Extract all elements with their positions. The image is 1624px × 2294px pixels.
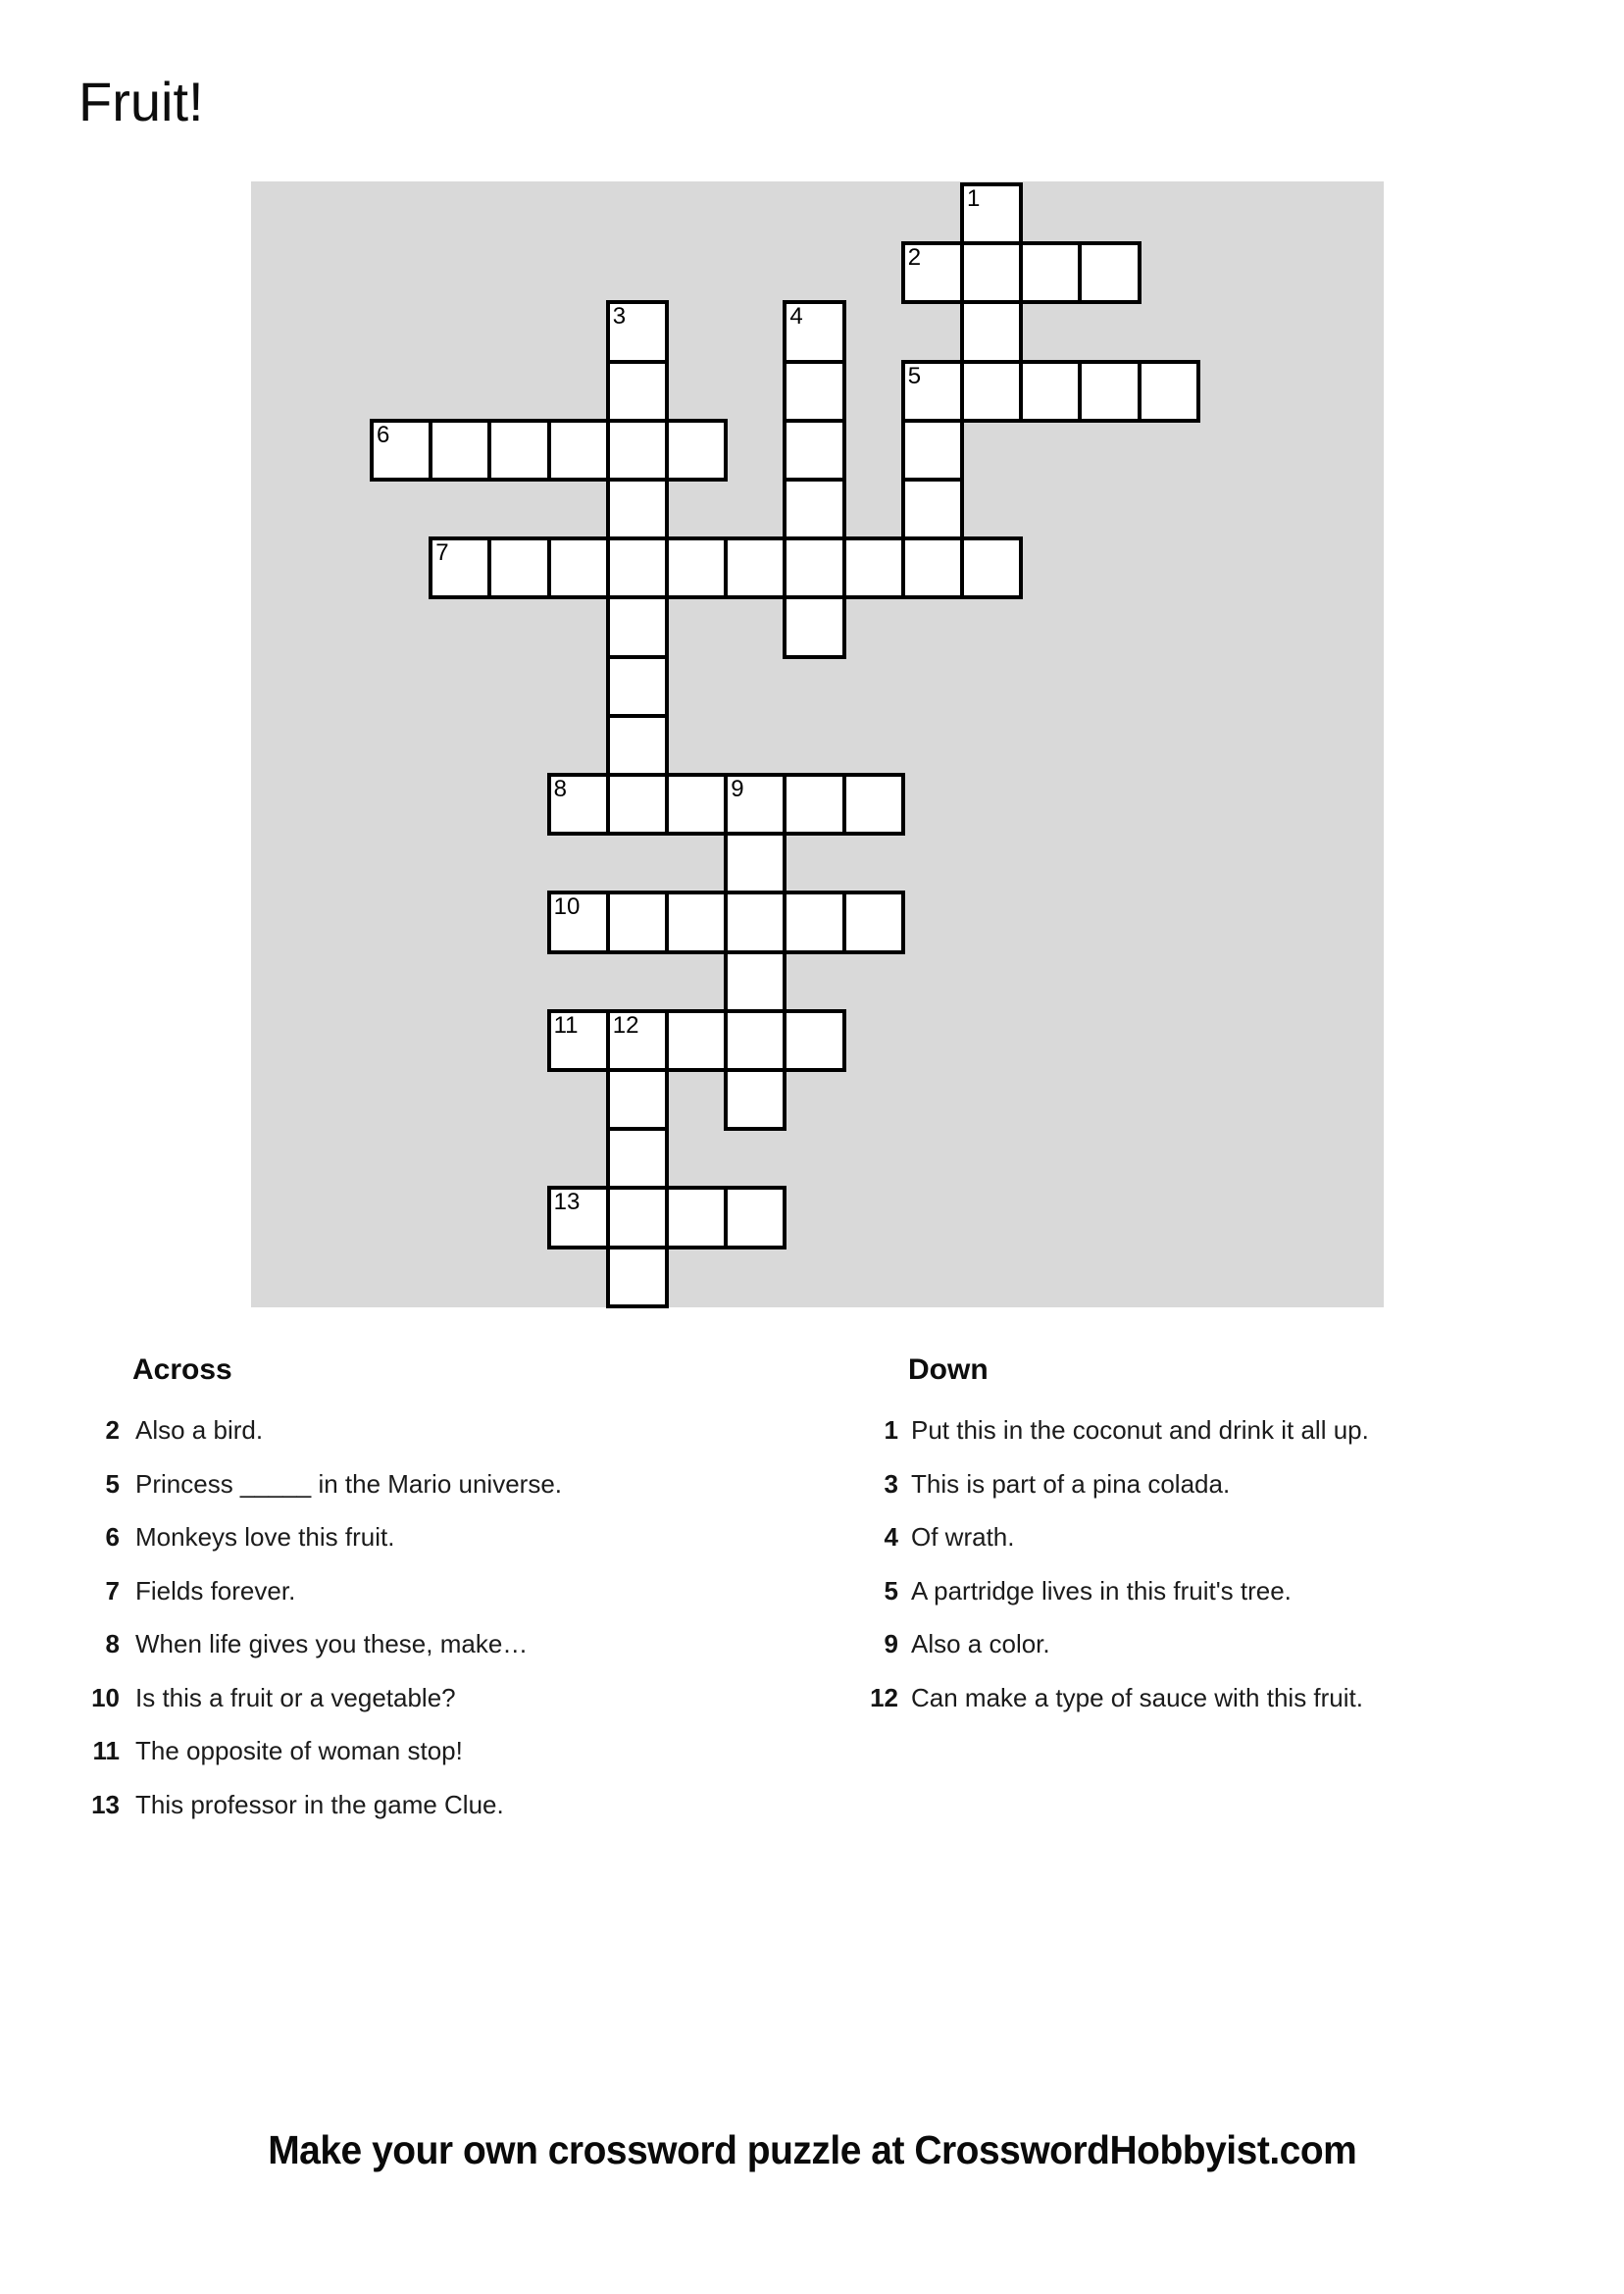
grid-cell[interactable] <box>901 360 964 423</box>
clue-number: 5 <box>105 1468 120 1499</box>
grid-cell[interactable] <box>842 773 905 836</box>
clue-number: 4 <box>884 1522 898 1552</box>
page-title: Fruit! <box>78 71 204 132</box>
grid-cell[interactable] <box>606 1186 669 1249</box>
clue-number: 2 <box>105 1415 120 1445</box>
grid-cell[interactable] <box>783 595 845 658</box>
grid-cell[interactable] <box>606 360 669 423</box>
grid-cell[interactable] <box>724 1009 787 1072</box>
grid-cell[interactable] <box>901 536 964 599</box>
clue-text: Also a color. <box>911 1629 1050 1658</box>
grid-cell[interactable] <box>1078 360 1141 423</box>
cell-number: 9 <box>731 776 744 802</box>
grid-cell[interactable] <box>547 773 610 836</box>
clue-number: 7 <box>105 1575 120 1606</box>
grid-cell[interactable] <box>547 1186 610 1249</box>
grid-cell[interactable] <box>547 536 610 599</box>
grid-cell[interactable] <box>960 182 1023 245</box>
clue-number: 12 <box>870 1682 898 1712</box>
grid-cell[interactable] <box>665 419 728 482</box>
grid-cell[interactable] <box>783 773 845 836</box>
grid-cell[interactable] <box>606 773 669 836</box>
clue-number: 1 <box>884 1415 898 1445</box>
cell-number: 13 <box>553 1189 581 1216</box>
clue-text: Monkeys love this fruit. <box>135 1522 395 1552</box>
grid-cell[interactable] <box>901 419 964 482</box>
grid-cell[interactable] <box>547 891 610 953</box>
grid-cell[interactable] <box>724 950 787 1013</box>
grid-cell[interactable] <box>783 891 845 953</box>
clue-item <box>69 1469 755 1523</box>
cell-number: 4 <box>789 303 803 331</box>
grid-cell[interactable] <box>724 1068 787 1131</box>
cell-number: 3 <box>612 303 627 331</box>
grid-cell[interactable] <box>724 773 787 836</box>
clue-item <box>69 1790 755 1844</box>
grid-cell[interactable] <box>960 536 1023 599</box>
grid-cell[interactable] <box>606 300 669 363</box>
clue-text: A partridge lives in this fruit's tree. <box>911 1575 1292 1606</box>
clue-text: Is this a fruit or a vegetable? <box>135 1682 456 1712</box>
clue-number: 9 <box>884 1629 898 1658</box>
grid-cell[interactable] <box>487 536 550 599</box>
grid-cell[interactable] <box>547 419 610 482</box>
cell-number: 8 <box>553 776 567 802</box>
clue-number: 5 <box>884 1575 898 1606</box>
clue-item <box>841 1522 1587 1576</box>
crossword-grid-panel <box>251 181 1384 1307</box>
grid-cell[interactable] <box>606 655 669 718</box>
clue-text: Can make a type of sauce with this fruit. <box>911 1682 1363 1712</box>
clue-item <box>69 1683 755 1737</box>
cell-number: 5 <box>907 362 922 389</box>
grid-cell[interactable] <box>606 536 669 599</box>
grid-cell[interactable] <box>1019 241 1082 304</box>
clue-number: 11 <box>92 1736 120 1765</box>
footer <box>0 2127 1624 2172</box>
clue-number: 3 <box>884 1468 898 1499</box>
clue-number: 10 <box>91 1682 120 1712</box>
grid-cell[interactable] <box>606 595 669 658</box>
cell-number: 7 <box>435 539 449 567</box>
grid-cell[interactable] <box>724 1186 787 1249</box>
down-clue-list <box>841 1415 1587 1736</box>
grid-cell[interactable] <box>606 478 669 540</box>
grid-cell[interactable] <box>429 536 491 599</box>
grid-cell[interactable] <box>665 1186 728 1249</box>
grid-cell[interactable] <box>606 1009 669 1072</box>
clue-text: This is part of a pina colada. <box>911 1468 1231 1499</box>
grid-cell[interactable] <box>960 241 1023 304</box>
grid-cell[interactable] <box>842 536 905 599</box>
grid-cell[interactable] <box>606 419 669 482</box>
grid-cell[interactable] <box>724 891 787 953</box>
clue-text: Of wrath. <box>911 1522 1015 1552</box>
grid-cell[interactable] <box>724 832 787 894</box>
cell-number: 10 <box>553 893 581 921</box>
grid-cell[interactable] <box>901 241 964 304</box>
grid-cell[interactable] <box>1019 360 1082 423</box>
clue-item <box>841 1683 1587 1737</box>
cell-number: 1 <box>967 185 981 212</box>
clue-number: 6 <box>105 1522 120 1552</box>
grid-cell[interactable] <box>487 419 550 482</box>
grid-cell[interactable] <box>783 1009 845 1072</box>
grid-cell[interactable] <box>724 536 787 599</box>
grid-cell[interactable] <box>901 478 964 540</box>
grid-cell[interactable] <box>370 419 432 482</box>
cell-number: 12 <box>612 1011 639 1039</box>
clue-item <box>69 1629 755 1683</box>
grid-cell[interactable] <box>665 536 728 599</box>
grid-cell[interactable] <box>547 1009 610 1072</box>
down-heading: Down <box>908 1353 989 1386</box>
clue-number: 13 <box>91 1789 120 1819</box>
cell-number: 2 <box>907 244 922 272</box>
clue-item <box>841 1576 1587 1630</box>
grid-cell[interactable] <box>960 360 1023 423</box>
grid-cell[interactable] <box>606 891 669 953</box>
grid-cell[interactable] <box>606 1127 669 1190</box>
grid-cell[interactable] <box>783 300 845 363</box>
grid-cell[interactable] <box>606 714 669 777</box>
clue-text: This professor in the game Clue. <box>135 1789 504 1819</box>
grid-cell[interactable] <box>783 360 845 423</box>
grid-cell[interactable] <box>429 419 491 482</box>
grid-cell[interactable] <box>665 1009 728 1072</box>
clue-number: 8 <box>105 1629 120 1658</box>
clue-text: Fields forever. <box>135 1575 296 1606</box>
grid-cell[interactable] <box>606 1246 669 1308</box>
clue-item <box>841 1629 1587 1683</box>
cell-number: 6 <box>377 421 390 448</box>
across-clue-list <box>69 1415 755 1843</box>
grid-cell[interactable] <box>1078 241 1141 304</box>
grid-cell[interactable] <box>842 891 905 953</box>
grid-cell[interactable] <box>665 891 728 953</box>
clue-text: Princess _____ in the Mario universe. <box>135 1468 563 1499</box>
clue-text: When life gives you these, make… <box>135 1629 529 1658</box>
clue-text: Also a bird. <box>135 1415 264 1445</box>
clue-item <box>69 1576 755 1630</box>
clue-item <box>69 1522 755 1576</box>
grid-cell[interactable] <box>960 300 1023 363</box>
clue-item <box>841 1415 1587 1469</box>
grid-cell[interactable] <box>665 773 728 836</box>
clue-item <box>841 1469 1587 1523</box>
across-heading: Across <box>132 1353 232 1386</box>
clue-item <box>69 1415 755 1469</box>
grid-cell[interactable] <box>783 478 845 540</box>
grid-cell[interactable] <box>783 536 845 599</box>
footer-text: Make your own crossword puzzle at CrosswordHobbyist.com <box>267 2127 1357 2172</box>
grid-cell[interactable] <box>783 419 845 482</box>
grid-cell[interactable] <box>606 1068 669 1131</box>
clue-text: The opposite of woman stop! <box>135 1736 463 1765</box>
grid-cell[interactable] <box>1138 360 1200 423</box>
clue-text: Put this in the coconut and drink it all up. <box>911 1415 1369 1445</box>
clue-item <box>69 1736 755 1790</box>
cell-number: 11 <box>553 1011 579 1039</box>
